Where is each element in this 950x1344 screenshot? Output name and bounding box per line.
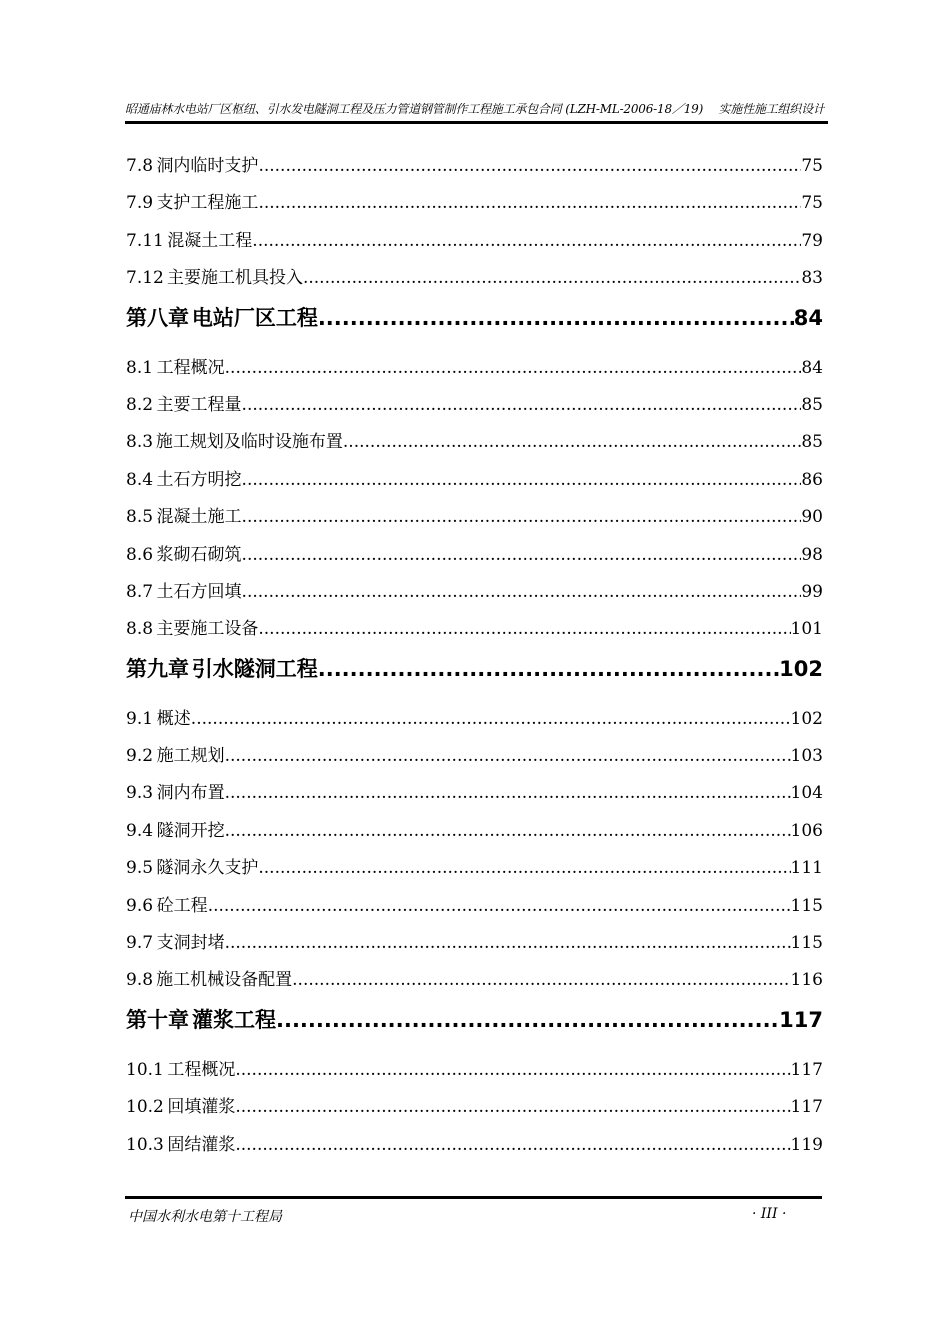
toc-entry-page: 79 xyxy=(801,230,823,251)
toc-dot-leader xyxy=(208,888,791,925)
toc-chapter-entry[interactable] xyxy=(126,298,823,350)
toc-dot-leader xyxy=(258,611,790,648)
toc-section-entry[interactable] xyxy=(126,850,823,887)
toc-entry-page: 106 xyxy=(790,820,823,841)
toc-entry-number: 7.8 xyxy=(126,156,154,176)
toc-entry-number: 9.1 xyxy=(126,708,154,729)
toc-entry-page: 119 xyxy=(790,1134,823,1155)
toc-entry-title: 主要施工机具投入 xyxy=(166,268,303,289)
toc-entry-title: 支洞封堵 xyxy=(156,933,225,954)
toc-section-entry[interactable] xyxy=(126,738,823,775)
toc-entry-page: 111 xyxy=(790,858,823,879)
footer-organization: 中国水利水电第十工程局 xyxy=(128,1209,282,1225)
toc-entry-page: 102 xyxy=(779,656,823,681)
toc-entry-number: 8.8 xyxy=(126,619,154,640)
toc-section-entry[interactable] xyxy=(126,223,823,260)
toc-section-entry[interactable] xyxy=(126,962,823,999)
toc-entry-number: 7.12 xyxy=(126,268,164,289)
toc-entry-page: 117 xyxy=(790,1097,823,1118)
toc-entry-title: 电站厂区工程 xyxy=(191,305,318,330)
toc-section-entry[interactable] xyxy=(126,499,823,536)
toc-section-entry[interactable] xyxy=(126,185,823,222)
toc-entry-number: 10.1 xyxy=(126,1059,164,1080)
toc-entry-title: 回填灌浆 xyxy=(167,1097,236,1118)
toc-entry-title: 主要工程量 xyxy=(156,394,242,415)
toc-entry-page: 115 xyxy=(790,933,823,954)
toc-entry-title: 隧洞永久支护 xyxy=(156,858,259,879)
toc-section-entry[interactable] xyxy=(126,1127,823,1164)
toc-dot-leader xyxy=(225,738,791,775)
toc-entry-title: 混凝土施工 xyxy=(156,507,242,528)
toc-entry-title: 隧洞开挖 xyxy=(156,820,225,841)
toc-section-entry[interactable] xyxy=(126,387,823,424)
toc-entry-title: 施工规划 xyxy=(156,746,225,767)
toc-entry-title: 砼工程 xyxy=(156,895,208,916)
toc-entry-title: 混凝土工程 xyxy=(167,230,253,251)
toc-entry-number: 10.2 xyxy=(126,1097,164,1118)
toc-entry-title: 洞内临时支护 xyxy=(156,156,259,176)
toc-entry-title: 浆砌石砌筑 xyxy=(156,544,242,565)
toc-dot-leader xyxy=(242,537,802,574)
toc-entry-number: 9.3 xyxy=(126,783,154,804)
toc-dot-leader xyxy=(318,298,794,338)
toc-entry-page: 83 xyxy=(801,268,823,289)
toc-section-entry[interactable] xyxy=(126,1052,823,1089)
toc-dot-leader xyxy=(242,387,802,424)
toc-entry-number: 10.3 xyxy=(126,1134,164,1155)
toc-entry-number: 7.9 xyxy=(126,193,154,214)
toc-entry-number: 9.5 xyxy=(126,858,154,879)
toc-entry-page: 98 xyxy=(801,544,823,565)
toc-section-entry[interactable] xyxy=(126,813,823,850)
toc-entry-number: 9.4 xyxy=(126,820,154,841)
footer-rule xyxy=(125,1196,822,1199)
table-of-contents xyxy=(126,148,823,1164)
toc-section-entry[interactable] xyxy=(126,701,823,738)
toc-entry-number: 第八章 xyxy=(126,305,189,330)
toc-entry-number: 8.4 xyxy=(126,469,154,490)
toc-entry-title: 施工机械设备配置 xyxy=(156,970,293,991)
toc-dot-leader xyxy=(242,574,802,611)
toc-entry-title: 概述 xyxy=(156,708,191,729)
toc-entry-page: 84 xyxy=(793,305,823,330)
toc-section-entry[interactable] xyxy=(126,925,823,962)
toc-entry-title: 土石方明挖 xyxy=(156,469,242,490)
toc-section-entry[interactable] xyxy=(126,574,823,611)
toc-entry-title: 土石方回填 xyxy=(156,581,242,602)
toc-entry-page: 101 xyxy=(790,619,823,640)
toc-entry-number: 8.3 xyxy=(126,432,154,453)
toc-entry-title: 工程概况 xyxy=(156,357,225,378)
toc-entry-page: 104 xyxy=(790,783,823,804)
toc-chapter-entry[interactable] xyxy=(126,1000,823,1052)
toc-dot-leader xyxy=(225,775,791,812)
toc-dot-leader xyxy=(235,1127,790,1164)
toc-entry-page: 115 xyxy=(790,895,823,916)
toc-dot-leader xyxy=(318,649,779,689)
toc-dot-leader xyxy=(343,424,801,461)
toc-section-entry[interactable] xyxy=(126,888,823,925)
toc-entry-number: 8.5 xyxy=(126,507,154,528)
toc-dot-leader xyxy=(303,260,801,297)
toc-entry-number: 9.2 xyxy=(126,746,154,767)
toc-entry-page: 116 xyxy=(790,970,823,991)
toc-dot-leader xyxy=(235,1052,790,1089)
toc-section-entry[interactable] xyxy=(126,462,823,499)
toc-section-entry[interactable] xyxy=(126,350,823,387)
toc-entry-number: 8.2 xyxy=(126,394,154,415)
toc-dot-leader xyxy=(242,499,802,536)
toc-dot-leader xyxy=(225,813,791,850)
toc-entry-number: 7.11 xyxy=(126,230,164,251)
page-header: 昭通庙林水电站厂区枢纽、引水发电隧洞工程及压力管道钢管制作工程施工承包合同 (LZH-ML-2006-18／19) 实施性施工组织设计 xyxy=(125,102,825,116)
toc-entry-page: 117 xyxy=(790,1059,823,1080)
toc-section-entry[interactable] xyxy=(126,537,823,574)
toc-entry-page: 102 xyxy=(790,708,823,729)
toc-dot-leader xyxy=(252,223,801,260)
toc-chapter-entry[interactable] xyxy=(126,649,823,701)
toc-entry-page: 75 xyxy=(801,193,823,214)
toc-entry-title: 引水隧洞工程 xyxy=(191,656,318,681)
toc-entry-title: 主要施工设备 xyxy=(156,619,259,640)
toc-dot-leader xyxy=(258,185,801,222)
toc-entry-page: 117 xyxy=(779,1007,823,1032)
toc-entry-title: 工程概况 xyxy=(167,1059,236,1080)
toc-entry-number: 8.1 xyxy=(126,357,154,378)
toc-entry-title: 洞内布置 xyxy=(156,783,225,804)
toc-dot-leader xyxy=(225,350,802,387)
toc-section-entry[interactable] xyxy=(126,148,823,185)
toc-entry-page: 75 xyxy=(801,156,823,176)
toc-dot-leader xyxy=(191,701,791,738)
toc-entry-title: 固结灌浆 xyxy=(167,1134,236,1155)
toc-entry-title: 灌浆工程 xyxy=(191,1007,276,1032)
toc-entry-title: 施工规划及临时设施布置 xyxy=(155,432,343,453)
toc-dot-leader xyxy=(258,148,801,185)
header-rule xyxy=(125,121,828,124)
toc-entry-number: 8.7 xyxy=(126,581,154,602)
toc-section-entry[interactable] xyxy=(126,424,823,461)
toc-entry-number: 9.7 xyxy=(126,933,154,954)
toc-entry-page: 84 xyxy=(801,357,823,378)
toc-section-entry[interactable] xyxy=(126,1089,823,1126)
toc-entry-number: 9.8 xyxy=(126,970,154,991)
toc-dot-leader xyxy=(292,962,790,999)
toc-section-entry[interactable] xyxy=(126,260,823,297)
toc-entry-number: 第十章 xyxy=(126,1007,189,1032)
toc-dot-leader xyxy=(235,1089,790,1126)
toc-dot-leader xyxy=(258,850,790,887)
toc-section-entry[interactable] xyxy=(126,775,823,812)
toc-dot-leader xyxy=(225,925,791,962)
toc-entry-page: 99 xyxy=(801,581,823,602)
toc-entry-page: 85 xyxy=(801,394,823,415)
page-number: · III · xyxy=(752,1206,787,1222)
toc-entry-title: 支护工程施工 xyxy=(156,193,259,214)
toc-entry-number: 8.6 xyxy=(126,544,154,565)
toc-entry-page: 103 xyxy=(790,746,823,767)
toc-section-entry[interactable] xyxy=(126,611,823,648)
toc-entry-page: 90 xyxy=(801,507,823,528)
toc-entry-page: 85 xyxy=(801,432,823,453)
toc-entry-number: 第九章 xyxy=(126,656,189,681)
toc-entry-page: 86 xyxy=(801,469,823,490)
toc-entry-number: 9.6 xyxy=(126,895,154,916)
toc-dot-leader xyxy=(276,1000,779,1040)
toc-dot-leader xyxy=(242,462,802,499)
